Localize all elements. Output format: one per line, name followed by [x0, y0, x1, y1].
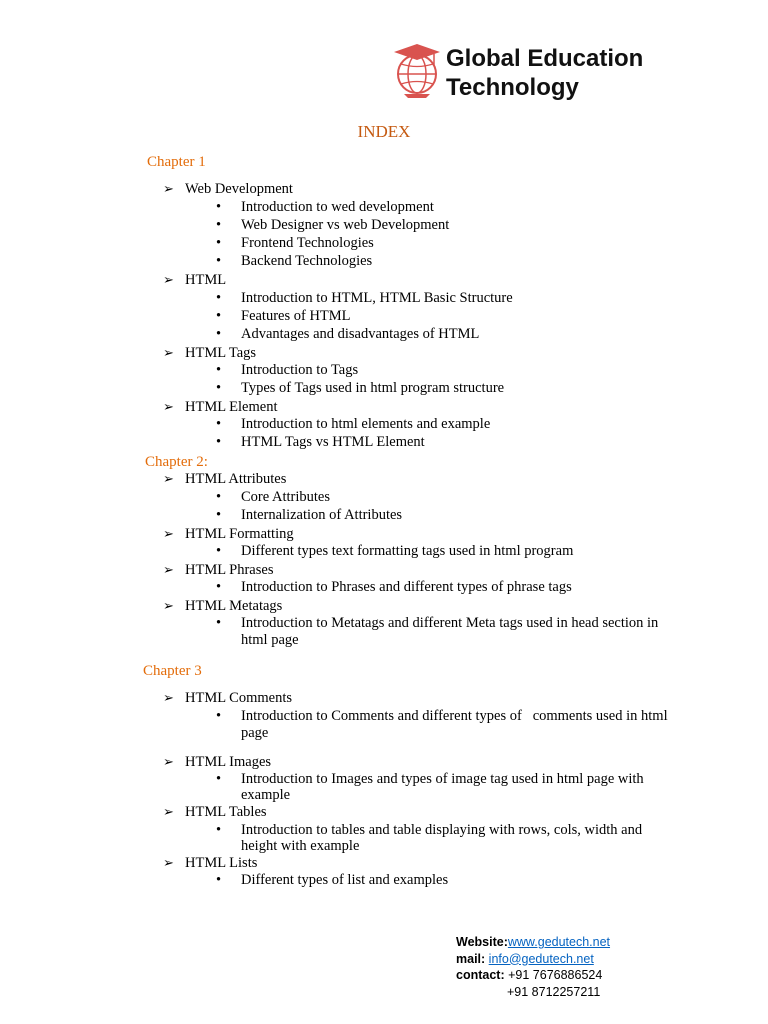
- bullet-icon: •: [216, 579, 222, 595]
- arrow-bullet-icon: ➢: [163, 526, 174, 541]
- topic-title: Web Development: [185, 181, 293, 197]
- topic-title: HTML Tags: [185, 345, 257, 361]
- arrow-bullet-icon: ➢: [163, 804, 174, 819]
- list-item: • Introduction to Phrases and different types of phrase tags: [216, 579, 572, 595]
- website-label: Website:: [456, 935, 508, 949]
- topic-title: HTML Attributes: [185, 471, 287, 487]
- chapter-heading: Chapter 1: [147, 154, 206, 170]
- list-item: • Advantages and disadvantages of HTML: [216, 326, 480, 342]
- list-item: • Web Designer vs web Development: [216, 217, 450, 233]
- list-item: • Introduction to HTML, HTML Basic Structure: [216, 290, 513, 306]
- bullet-icon: •: [216, 235, 222, 251]
- chapter-heading: Chapter 3: [143, 663, 202, 679]
- index-title: INDEX: [357, 122, 411, 141]
- list-item: • Introduction to wed development: [216, 199, 434, 215]
- bullet-icon: •: [216, 507, 222, 523]
- arrow-bullet-icon: ➢: [163, 690, 174, 705]
- bullet-icon: •: [216, 308, 222, 324]
- topic-title: HTML Tables: [185, 804, 267, 820]
- topic-item: [163, 271, 226, 289]
- mail-label: mail:: [456, 951, 486, 966]
- list-item: • Introduction to Tags: [216, 362, 359, 378]
- topic-item: [163, 561, 273, 579]
- bullet-icon: •: [216, 615, 222, 631]
- list-item: • Different types text formatting tags used in html program: [216, 543, 574, 559]
- bullet-icon: •: [216, 489, 222, 505]
- bullet-icon: •: [216, 326, 222, 342]
- topic-title: HTML Element: [185, 399, 278, 415]
- topic-item: [163, 470, 286, 488]
- brand-name: [446, 44, 643, 102]
- topic-item: [163, 344, 256, 362]
- brand-line-1: Global Education: [446, 45, 644, 72]
- topic-item: [163, 689, 292, 707]
- arrow-bullet-icon: ➢: [163, 181, 174, 196]
- list-item: • Internalization of Attributes: [216, 507, 403, 523]
- bullet-icon: •: [216, 822, 222, 838]
- topic-item: [163, 803, 267, 821]
- arrow-bullet-icon: ➢: [163, 598, 174, 613]
- list-item: • Frontend Technologies: [216, 235, 374, 251]
- bullet-icon: •: [216, 708, 222, 724]
- arrow-bullet-icon: ➢: [163, 855, 174, 870]
- arrow-bullet-icon: ➢: [163, 272, 174, 287]
- bullet-icon: •: [216, 290, 222, 306]
- bullet-icon: •: [216, 199, 222, 215]
- list-item: • Introduction to html elements and example: [216, 416, 491, 432]
- website-link[interactable]: www.gedutech.net: [507, 935, 611, 949]
- contact-block: [456, 934, 610, 1000]
- topic-item: [163, 854, 257, 872]
- arrow-bullet-icon: ➢: [163, 345, 174, 360]
- phone-secondary: +91 8712257211: [507, 984, 601, 999]
- bullet-icon: •: [216, 434, 222, 450]
- phone-primary: +91 7676886524: [508, 968, 603, 982]
- mail-link[interactable]: info@gedutech.net: [488, 951, 594, 966]
- arrow-bullet-icon: ➢: [163, 399, 174, 414]
- list-item: • Introduction to Images and types of image tag used in html page with example: [216, 771, 644, 803]
- bullet-icon: •: [216, 771, 222, 787]
- list-item: • Introduction to Metatags and different Meta tags used in head section in html page: [216, 615, 659, 648]
- arrow-bullet-icon: ➢: [163, 754, 174, 769]
- bullet-icon: •: [216, 253, 222, 269]
- bullet-icon: •: [216, 362, 222, 378]
- bullet-icon: •: [216, 380, 222, 396]
- bullet-icon: •: [216, 217, 222, 233]
- list-item: • HTML Tags vs HTML Element: [216, 434, 425, 450]
- topic-item: [163, 398, 277, 416]
- list-item: • Introduction to tables and table displaying with rows, cols, width and height with example: [216, 822, 643, 854]
- topic-title: HTML Comments: [185, 690, 293, 706]
- list-item: • Different types of list and examples: [216, 872, 449, 888]
- list-item: • Features of HTML: [216, 308, 351, 324]
- globe-mortarboard-icon: [388, 42, 446, 100]
- bullet-icon: •: [216, 416, 222, 432]
- topic-item: [163, 180, 293, 198]
- topic-title: HTML Images: [185, 754, 272, 770]
- arrow-bullet-icon: ➢: [163, 471, 174, 486]
- contact-label: contact:: [456, 968, 505, 982]
- topic-title: HTML: [185, 272, 227, 288]
- topic-item: [163, 753, 271, 771]
- list-item: • Core Attributes: [216, 489, 331, 505]
- list-item: • Types of Tags used in html program structure: [216, 380, 505, 396]
- bullet-icon: •: [216, 543, 222, 559]
- bullet-icon: •: [216, 872, 222, 888]
- topic-title: HTML Lists: [185, 855, 258, 871]
- topic-item: [163, 597, 282, 615]
- brand-line-2: Technology: [446, 74, 579, 101]
- topic-title: HTML Phrases: [185, 562, 274, 578]
- topic-item: [163, 525, 294, 543]
- list-item: • Backend Technologies: [216, 253, 373, 269]
- list-item: • Introduction to Comments and different types of comments used in html page: [216, 708, 672, 741]
- topic-title: HTML Metatags: [185, 598, 283, 614]
- chapter-heading: Chapter 2:: [145, 454, 208, 470]
- topic-title: HTML Formatting: [185, 526, 294, 542]
- arrow-bullet-icon: ➢: [163, 562, 174, 577]
